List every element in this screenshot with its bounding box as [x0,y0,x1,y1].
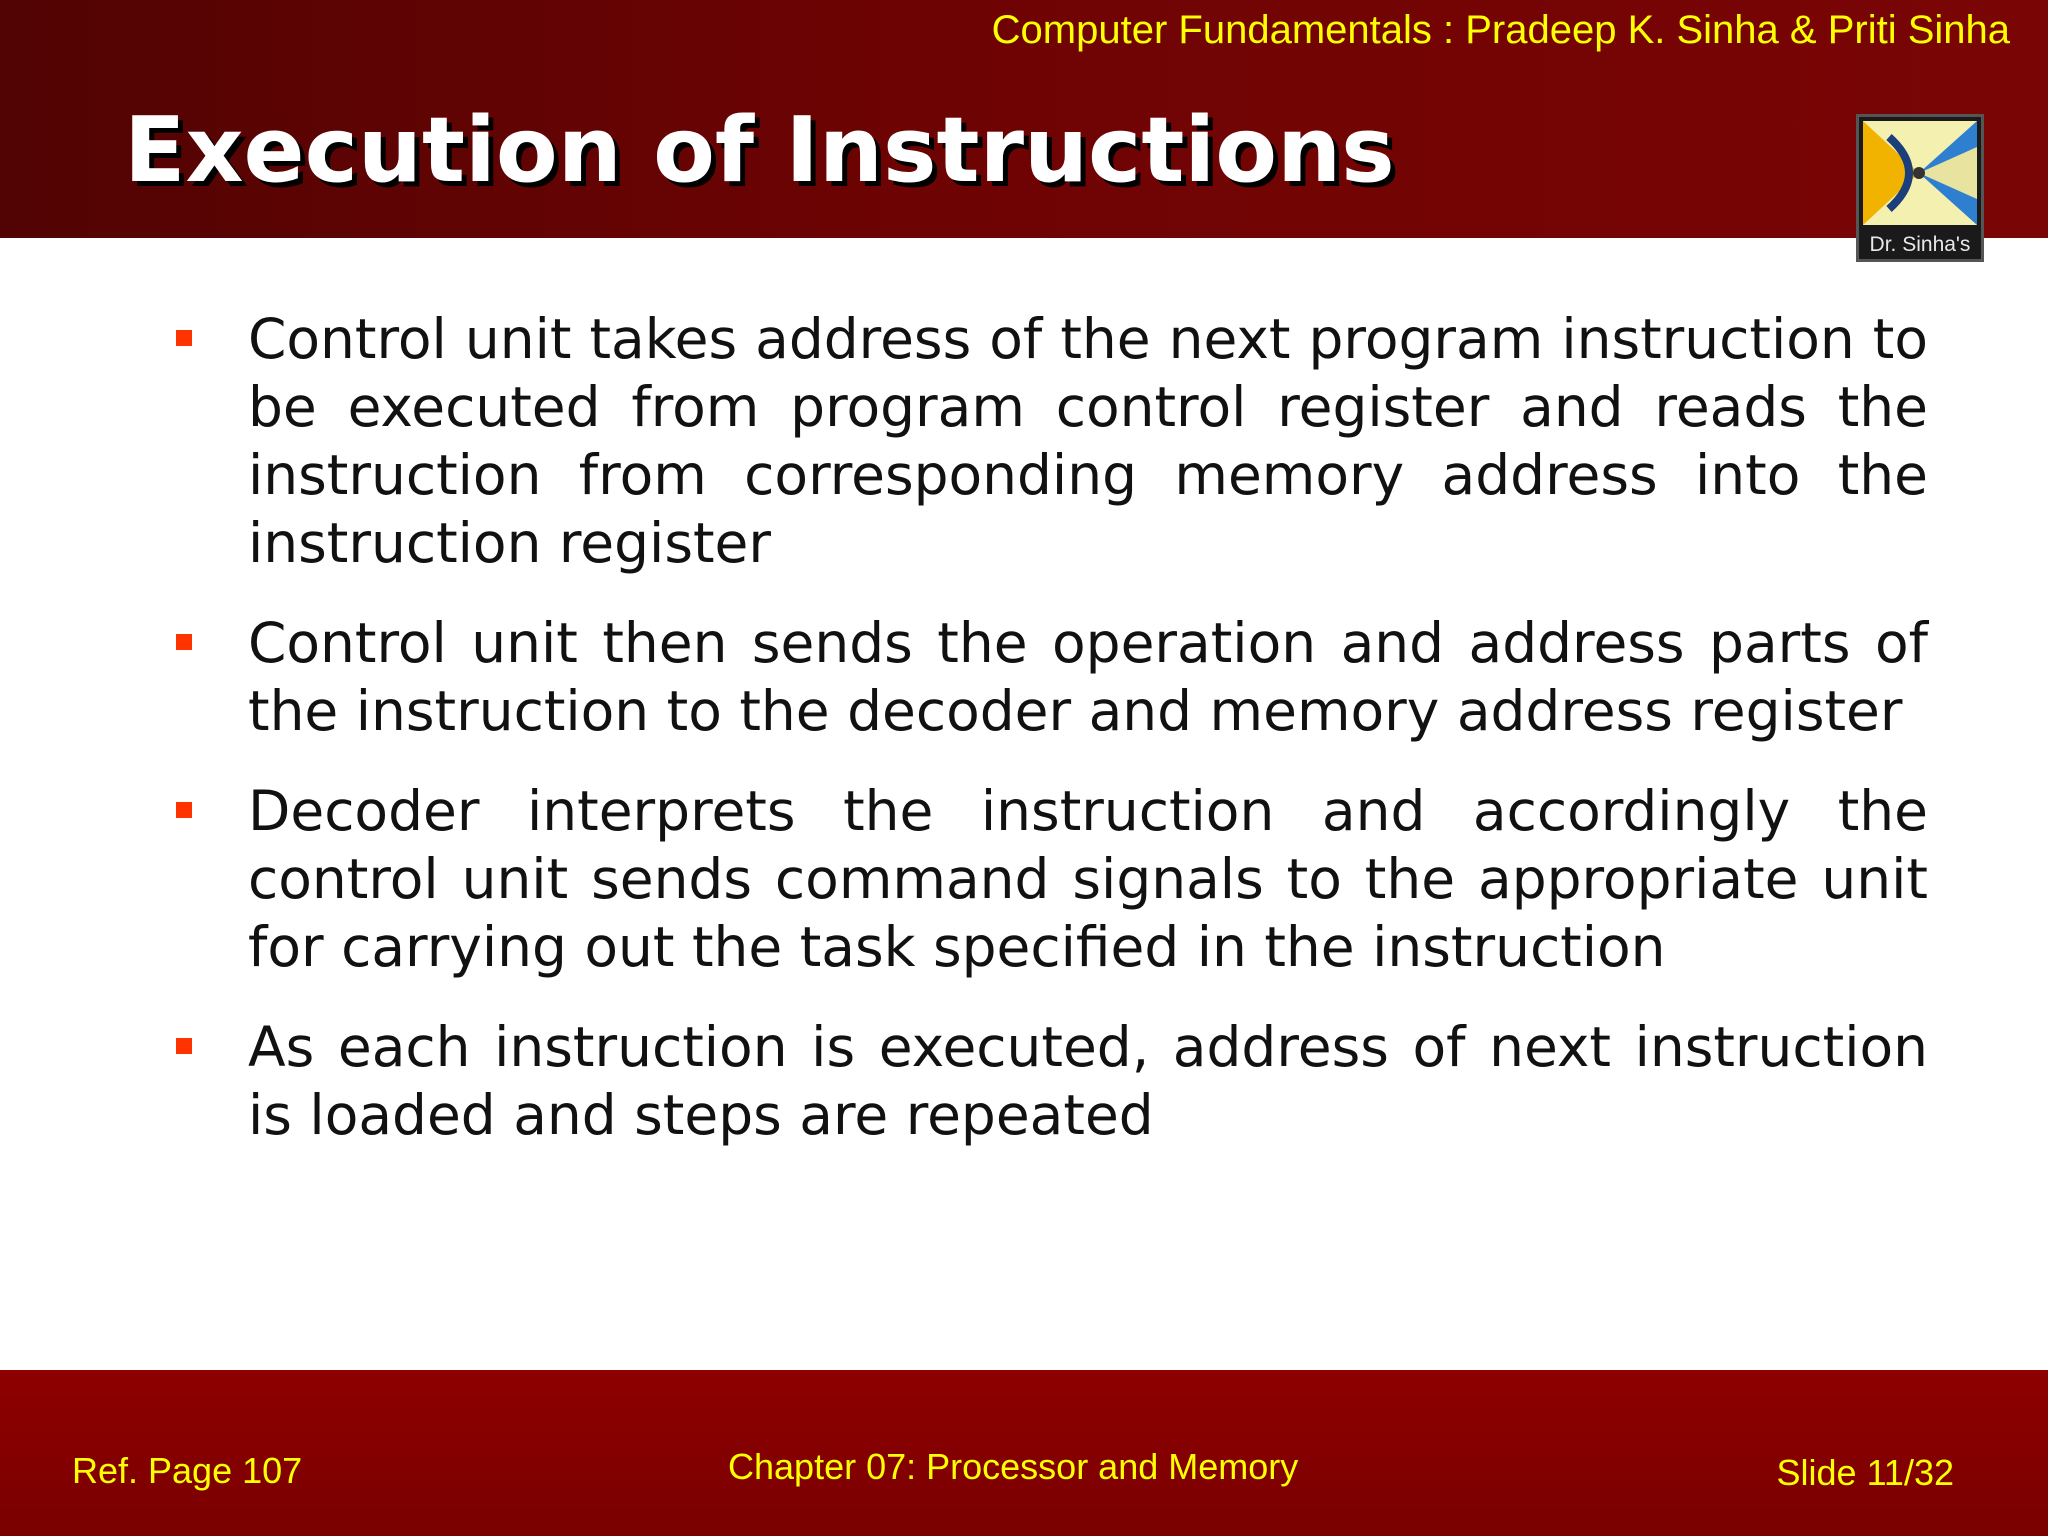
slide-header [0,0,2048,238]
list-item [176,609,1928,745]
slide-title: Execution of Instructions [124,98,1395,203]
square-bullet-icon [176,634,192,650]
bullet-text: Decoder interprets the instruction and accordingly the control unit sends command signals to the appropriate unit for carrying out the task specified in the instruction [248,779,1928,979]
square-bullet-icon [176,802,192,818]
reference-page: Ref. Page 107 [72,1450,303,1491]
square-bullet-icon [176,330,192,346]
bullet-text: Control unit then sends the operation and address parts of the instruction to the decoder and memory address register [248,611,1928,743]
list-item [176,305,1928,577]
chapter-title: Chapter 07: Processor and Memory [728,1446,1299,1487]
logo-emblem-icon [1859,117,1981,229]
list-item [176,1013,1928,1149]
dr-sinha-logo [1856,114,1984,262]
slide-number: Slide 11/32 [1776,1452,1954,1493]
slide-footer [0,1370,2048,1536]
list-item [176,777,1928,981]
book-credit: Computer Fundamentals : Pradeep K. Sinha & Priti Sinha [991,8,2010,52]
square-bullet-icon [176,1038,192,1054]
bullet-text: As each instruction is executed, address of next instruction is loaded and steps are repeated [248,1015,1928,1147]
logo-label: Dr. Sinha's [1869,233,1971,256]
bullet-list [176,305,1928,1181]
bullet-text: Control unit takes address of the next program instruction to be executed from program control register and reads the instruction from corresponding memory address into the instruction register [248,307,1928,575]
